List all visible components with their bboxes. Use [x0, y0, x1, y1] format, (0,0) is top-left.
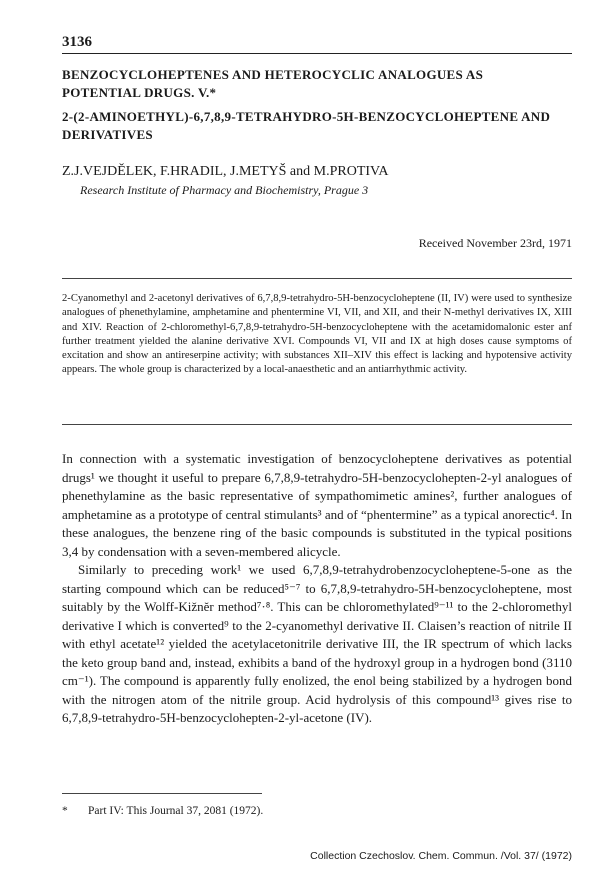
page-number: 3136: [62, 34, 92, 50]
body-paragraph: Similarly to preceding work¹ we used 6,7,8,9-tetrahydrobenzocycloheptene-5-one as the starting compound which can be reduced⁵⁻⁷ to 6,7,8,9-tetrahydro-5H-benzocycloheptene, most suitably by the Wolff-Kižnĕr method⁷·⁸. This can be chloromethylated⁹⁻¹¹ to the 2-chloromethyl derivative I which is converted⁹ to the 2-cyanomethyl derivative II. Claisen’s reaction of nitrile II with ethyl acetate¹² yielded the acetylacetonitrile derivative III, the IR spectrum of which lacks the keto group band and, instead, exhibits a band of the hydroxyl group in a hydrogen bond (3110 cm⁻¹). The compound is apparently fully enolized, the enol being stabilized by a hydrogen bond with the nitrogen atom of the nitrile group. Acid hydrolysis of this compound¹³ gives rise to 6,7,8,9-tetrahydro-5H-benzocyclohepten-2-yl-acetone (IV).: [62, 562, 572, 725]
abstract-bottom-rule: [62, 424, 572, 425]
series-title: BENZOCYCLOHEPTENES AND HETEROCYCLIC ANALOGUES AS POTENTIAL DRUGS. V.*: [62, 67, 484, 100]
body-paragraph: In connection with a systematic investigation of benzocycloheptene derivatives as potential drugs¹ we thought it useful to prepare 6,7,8,9-tetrahydro-5H-benzocyclohepten-2-yl analogues of phenethylamine as the basic representative of sympathomimetic amines², further analogues of amphetamine as a prototype of central stimulants³ and of “phentermine” as a typical anorectic⁴. In these analogues, the benzene ring of the basic compounds is substituted in the typical positions 3,4 by condensation with a seven-membered alicycle.: [62, 451, 572, 559]
footnote: [62, 805, 263, 817]
article-title: 2-(2-AMINOETHYL)-6,7,8,9-TETRAHYDRO-5H-BENZOCYCLOHEPTENE AND DERIVATIVES: [62, 109, 551, 142]
header-rule: [62, 53, 572, 54]
affiliation: Research Institute of Pharmacy and Biochemistry, Prague 3: [80, 183, 369, 197]
main-text: [62, 450, 572, 728]
footnote-rule: [62, 793, 262, 794]
footnote-mark: *: [62, 805, 68, 817]
abstract: 2-Cyanomethyl and 2-acetonyl derivatives of 6,7,8,9-tetrahydro-5H-benzocycloheptene (II, IV) were used to synthesize analogues of phenethylamine, amphetamine and phentermine VI, VII, and XII, and their N-methyl derivatives IX, XIII and XIV. Reaction of 2-chloromethyl-6,7,8,9-tetrahydro-5H-benzocycloheptene with the acetamidomalonic ester anf further treatment yielded the alanine derivative XVI. Compounds VI, VII and IX at high doses cause symptoms of excitation and show an antireserpine activity; with substances XII–XIV this effect is lacking and hypotensive activity appears. The whole group is characterized by a local-anaesthetic and an antiarrhythmic activity.: [62, 293, 572, 376]
author-list: Z.J.VEJDĚLEK, F.HRADIL, J.METYŠ and M.PROTIVA: [62, 164, 389, 179]
received-date: Received November 23rd, 1971: [418, 236, 572, 250]
footnote-text: Part IV: This Journal 37, 2081 (1972).: [88, 805, 264, 817]
abstract-top-rule: [62, 278, 572, 279]
journal-citation: Collection Czechoslov. Chem. Commun. /Vol. 37/ (1972): [310, 850, 572, 862]
